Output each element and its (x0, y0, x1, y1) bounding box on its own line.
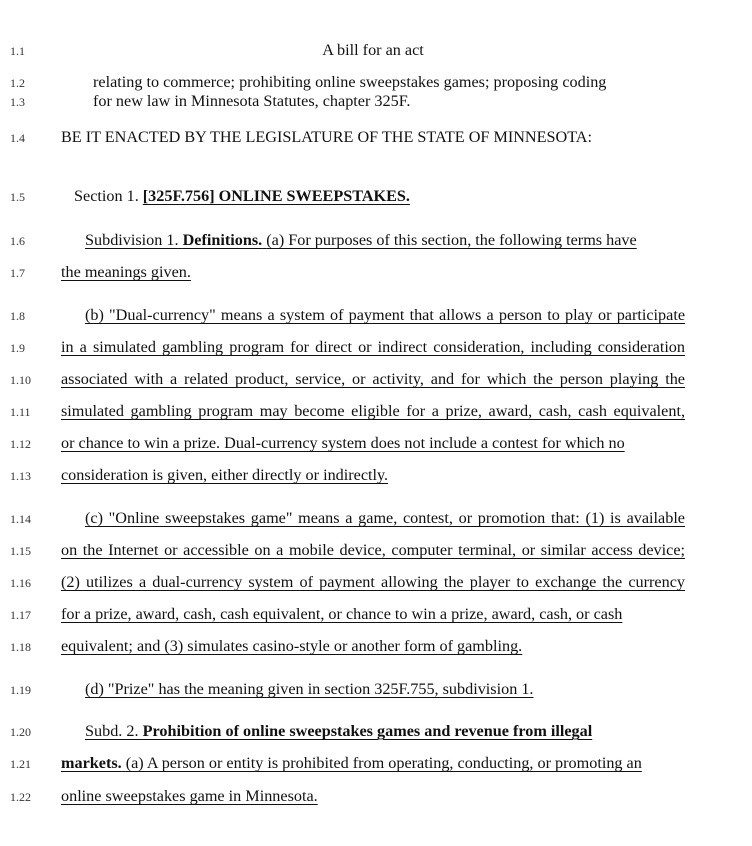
line-number: 1.10 (10, 373, 31, 387)
line-number: 1.9 (10, 341, 25, 355)
section-prefix: Section 1. (74, 187, 139, 205)
subd1-line-1 (85, 230, 637, 250)
subd2-line-3: online sweepstakes game in Minnesota. (61, 787, 318, 805)
section-heading (74, 186, 410, 206)
para-c-line: (2) utilizes a dual-currency system of payment allowing the player to exchange the currency (61, 573, 685, 591)
line-number: 1.21 (10, 757, 31, 771)
subd2-prefix: Subd. 2. (85, 722, 139, 740)
line-number: 1.6 (10, 234, 25, 248)
para-c-line: equivalent; and (3) simulates casino-style or another form of gambling. (61, 637, 523, 655)
line-number: 1.7 (10, 266, 25, 280)
line-number: 1.3 (10, 95, 25, 109)
line-number: 1.16 (10, 576, 31, 590)
section-title: [325F.756] ONLINE SWEEPSTAKES. (142, 187, 410, 205)
line-number: 1.22 (10, 790, 31, 804)
subd1-line-2: the meanings given. (61, 263, 191, 281)
title-line-2: for new law in Minnesota Statutes, chapter 325F. (93, 92, 411, 110)
line-number: 1.13 (10, 469, 31, 483)
title-line-1: relating to commerce; prohibiting online sweepstakes games; proposing coding (93, 73, 607, 91)
subd2-text: (a) A person or entity is prohibited from operating, conducting, or promoting an (125, 754, 642, 772)
line-number: 1.12 (10, 437, 31, 451)
para-c-line: on the Internet or accessible on a mobile device, computer terminal, or similar access device; (61, 541, 685, 559)
bill-title-heading: A bill for an act (322, 41, 424, 59)
subd2-line-2 (61, 753, 642, 773)
line-number: 1.15 (10, 544, 31, 558)
para-b-line: associated with a related product, service, or activity, and for which the person playing the (61, 370, 685, 388)
subd2-heading: Prohibition of online sweepstakes games and revenue from illegal (142, 722, 593, 740)
line-number: 1.17 (10, 608, 31, 622)
line-number: 1.1 (10, 44, 25, 58)
line-number: 1.11 (10, 405, 31, 419)
para-b-line: (b) "Dual-currency" means a system of payment that allows a person to play or participate (85, 306, 685, 324)
para-b-line: consideration is given, either directly or indirectly. (61, 466, 389, 484)
line-number: 1.5 (10, 190, 25, 204)
line-number: 1.18 (10, 640, 31, 654)
para-b-line: in a simulated gambling program for direct or indirect consideration, including consideration (61, 338, 685, 356)
para-b-line: or chance to win a prize. Dual-currency system does not include a contest for which no (61, 434, 625, 452)
line-number: 1.20 (10, 725, 31, 739)
line-number: 1.2 (10, 76, 25, 90)
enacting-clause: BE IT ENACTED BY THE LEGISLATURE OF THE STATE OF MINNESOTA: (61, 128, 592, 146)
subd2-heading-cont: markets. (61, 754, 122, 772)
subd1-text: (a) For purposes of this section, the following terms have (266, 231, 637, 249)
line-number: 1.4 (10, 131, 25, 145)
para-c-line: (c) "Online sweepstakes game" means a game, contest, or promotion that: (1) is available (85, 509, 685, 527)
para-d-line: (d) "Prize" has the meaning given in section 325F.755, subdivision 1. (85, 680, 534, 698)
subd1-prefix: Subdivision 1. (85, 231, 179, 249)
line-number: 1.14 (10, 512, 31, 526)
line-number: 1.8 (10, 309, 25, 323)
subd1-heading: Definitions. (182, 231, 263, 249)
line-number: 1.19 (10, 683, 31, 697)
subd2-line-1 (85, 721, 592, 741)
para-b-line: simulated gambling program may become eligible for a prize, award, cash, cash equivalent, (61, 402, 685, 420)
para-c-line: for a prize, award, cash, cash equivalent, or chance to win a prize, award, cash, or cash (61, 605, 623, 623)
